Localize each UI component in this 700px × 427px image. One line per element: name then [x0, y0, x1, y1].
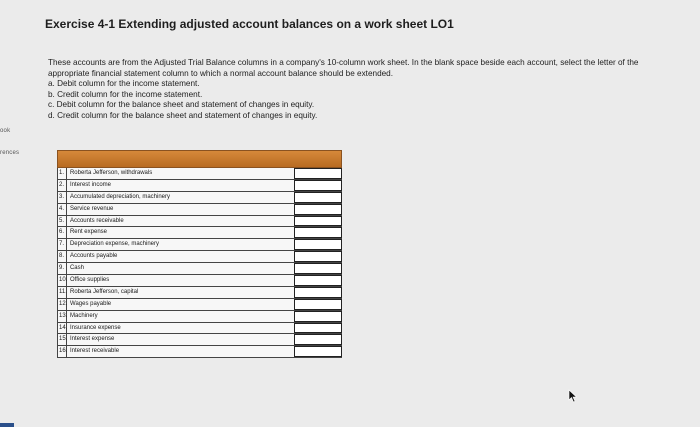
table-row	[57, 204, 342, 216]
account-name: Interest receivable	[70, 348, 120, 355]
table-row	[57, 275, 342, 287]
account-name: Rent expense	[69, 229, 107, 236]
row-number: 10.	[58, 275, 67, 286]
account-name: Roberta Jefferson, withdrawals	[69, 170, 153, 176]
row-number: 15.	[58, 334, 67, 345]
answer-select[interactable]	[294, 192, 342, 203]
row-number: 4.	[58, 204, 67, 215]
answer-select[interactable]	[294, 180, 342, 191]
table-row	[57, 227, 342, 239]
table-row	[57, 192, 342, 204]
answer-select[interactable]	[294, 204, 342, 215]
row-number: 14.	[58, 323, 67, 334]
sidebar-item-references[interactable]: rences	[0, 150, 20, 156]
row-number: 3.	[58, 192, 67, 203]
answer-select[interactable]	[294, 334, 342, 345]
account-name: Accounts receivable	[69, 217, 124, 224]
account-name: Insurance expense	[70, 324, 121, 331]
table-header	[57, 150, 342, 168]
option-c: c. Debit column for the balance sheet and statement of changes in equity.	[48, 100, 315, 110]
table-row	[57, 180, 342, 192]
row-number: 13.	[58, 311, 67, 322]
taskbar-fragment	[0, 423, 14, 427]
row-number: 7.	[58, 239, 67, 250]
table-row	[57, 216, 342, 228]
account-name: Machinery	[70, 312, 98, 319]
account-name: Cash	[69, 265, 84, 272]
answer-select[interactable]	[294, 239, 342, 250]
table-row	[57, 346, 342, 358]
row-number: 6.	[58, 227, 67, 238]
answer-select[interactable]	[294, 216, 342, 227]
table-row	[57, 287, 342, 299]
account-name: Wages payable	[70, 300, 112, 307]
row-number: 2.	[58, 180, 67, 191]
row-number: 11.	[58, 287, 67, 298]
account-name: Depreciation expense, machinery	[69, 241, 160, 248]
answer-select[interactable]	[294, 251, 342, 262]
row-number: 9.	[58, 263, 67, 274]
row-number: 16.	[58, 346, 67, 357]
instructions-intro: These accounts are from the Adjusted Trial Balance columns in a company's 10-column work sheet. In the blank space beside each account, select the letter of the appropriate financial statement column to which a normal account balance should be extended.	[48, 58, 639, 78]
account-name: Accounts payable	[69, 253, 118, 260]
answer-select[interactable]	[294, 263, 342, 274]
row-number: 5.	[58, 216, 67, 227]
row-number: 12.	[58, 299, 67, 310]
account-name: Roberta Jefferson, capital	[70, 288, 139, 295]
account-name: Accumulated depreciation, machinery	[69, 193, 171, 200]
mouse-cursor-icon	[568, 389, 578, 403]
account-name: Interest income	[69, 181, 111, 188]
table-row	[57, 334, 342, 346]
table-row	[57, 323, 342, 335]
answer-select[interactable]	[294, 323, 342, 334]
answer-select[interactable]	[294, 168, 342, 179]
answer-select[interactable]	[294, 275, 342, 286]
table-row	[57, 251, 342, 263]
option-b: b. Credit column for the income statement.	[48, 89, 203, 99]
account-name: Interest expense	[70, 336, 115, 343]
option-a: a. Debit column for the income statement.	[48, 79, 200, 89]
table-row	[57, 299, 342, 311]
table-row	[57, 239, 342, 251]
answer-select[interactable]	[294, 227, 342, 238]
exercise-title: Exercise 4-1 Extending adjusted account balances on a work sheet LO1	[45, 17, 454, 31]
answer-select[interactable]	[294, 346, 342, 357]
row-number: 8.	[58, 251, 67, 262]
sidebar-item-book[interactable]: ook	[0, 128, 11, 134]
option-d: d. Credit column for the balance sheet and statement of changes in equity.	[48, 110, 318, 120]
table-row	[57, 311, 342, 323]
table-row	[57, 263, 342, 275]
instructions	[48, 58, 678, 122]
table-row	[57, 168, 342, 180]
account-name: Service revenue	[69, 205, 114, 212]
account-name: Office supplies	[70, 277, 110, 284]
row-number: 1.	[58, 168, 67, 179]
answer-select[interactable]	[294, 299, 342, 310]
answer-select[interactable]	[294, 287, 342, 298]
accounts-table	[57, 150, 342, 358]
answer-select[interactable]	[294, 311, 342, 322]
